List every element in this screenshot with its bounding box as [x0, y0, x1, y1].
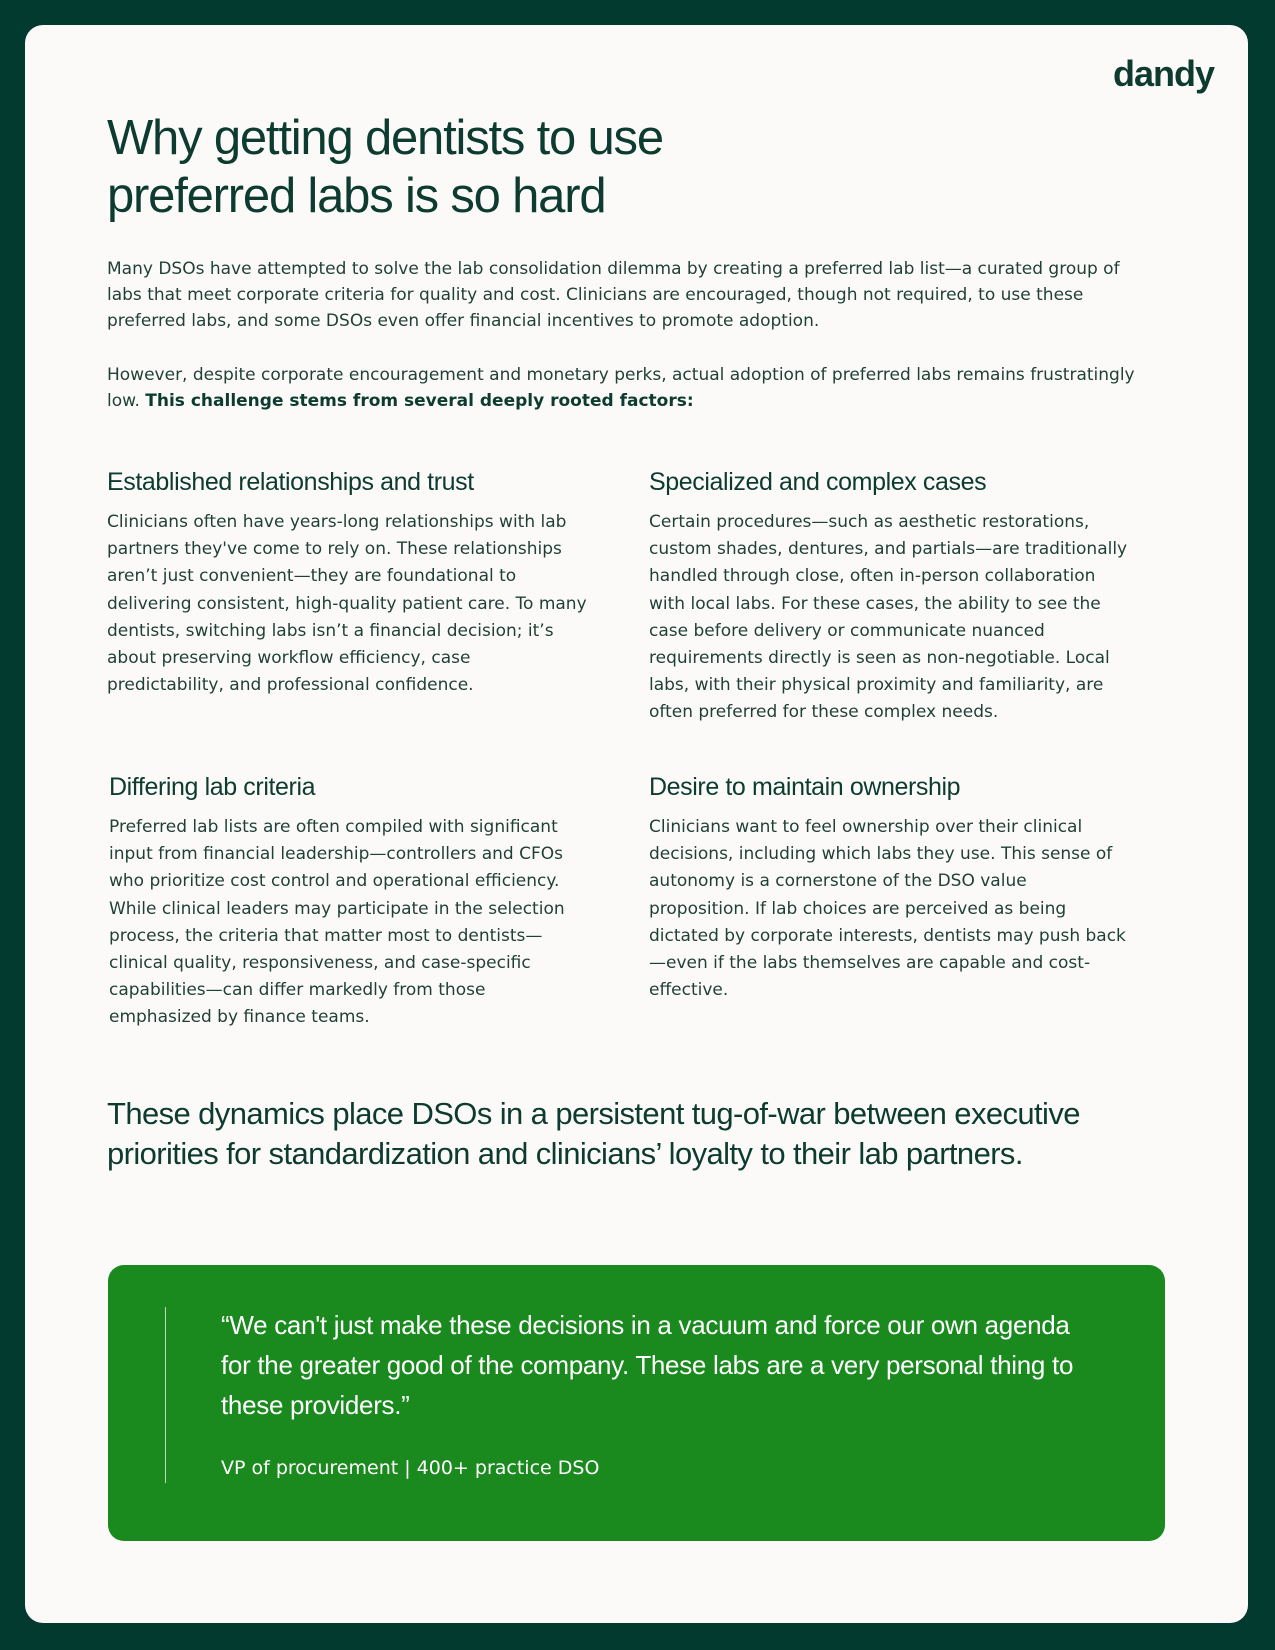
- quote-text: “We can't just make these decisions in a vacuum and force our own agenda for the greater good of the company. These labs are a very personal thing to these providers.”: [221, 1310, 1074, 1420]
- intro-paragraph-1: Many DSOs have attempted to solve the lab consolidation dilemma by creating a preferred lab list—a curated group of labs that meet corporate criteria for quality and cost. Clinicians are encouraged, though not required, to use these preferred labs, and some DSOs even offer financial incentives to promote adoption.: [107, 259, 1120, 331]
- intro-paragraph-2-text: However, despite corporate encouragement and monetary perks, actual adoption of preferred labs remains frustratingly low.: [107, 365, 1135, 411]
- page-title: [107, 109, 1007, 225]
- factor-maintain-ownership: [649, 771, 1129, 1004]
- document-page: [25, 25, 1248, 1623]
- intro-paragraph-2: [107, 362, 1147, 414]
- factor-heading: Established relationships and trust: [107, 468, 474, 496]
- factor-body: Clinicians often have years-long relationships with lab partners they've come to rely on. These relationships aren’t just convenient—they are foundational to delivering consistent, high-quality patient care. To many dentists, switching labs isn’t a financial decision; it’s about preserving workflow efficiency, case predictability, and professional confidence.: [107, 512, 587, 696]
- factor-differing-criteria: [109, 771, 589, 1032]
- dandy-logo: dandy: [1112, 53, 1214, 94]
- factor-body: Clinicians want to feel ownership over their clinical decisions, including which labs they use. This sense of autonomy is a cornerstone of the DSO value proposition. If lab choices are perceived as being dictated by corporate interests, dentists may push back—even if the labs themselves are capable and cost-effective.: [649, 817, 1126, 1001]
- factor-heading: Desire to maintain ownership: [649, 773, 961, 801]
- factor-heading: Specialized and complex cases: [649, 468, 987, 496]
- quote-callout: [108, 1265, 1165, 1541]
- conclusion-statement: These dynamics place DSOs in a persistent tug-of-war between executive priorities for standardization and clinicians’ loyalty to their lab partners.: [107, 1096, 1080, 1171]
- factor-heading: Differing lab criteria: [109, 773, 316, 801]
- factor-body: Preferred lab lists are often compiled with significant input from financial leadership—controllers and CFOs who prioritize cost control and operational efficiency. While clinical leaders may participate in the selection process, the criteria that matter most to dentists—clinical quality, responsiveness, and case-specific capabilities—can differ markedly from those emphasized by finance teams.: [109, 817, 565, 1028]
- page-title-line-1: Why getting dentists to use: [107, 111, 663, 165]
- factor-established-relationships: [107, 466, 587, 699]
- quote-divider-line: [165, 1307, 166, 1483]
- page-title-line-2: preferred labs is so hard: [107, 169, 606, 223]
- factor-body: Certain procedures—such as aesthetic restorations, custom shades, dentures, and partials—are traditionally handled through close, often in-person collaboration with local labs. For these cases, the ability to see the case before delivery or communicate nuanced requirements directly is seen as non-negotiable. Local labs, with their physical proximity and familiarity, are often preferred for these complex needs.: [649, 512, 1128, 723]
- quote-attribution: VP of procurement | 400+ practice DSO: [221, 1457, 600, 1479]
- factor-specialized-cases: [649, 466, 1129, 727]
- intro-paragraph-2-emphasis: This challenge stems from several deeply rooted factors:: [145, 391, 694, 411]
